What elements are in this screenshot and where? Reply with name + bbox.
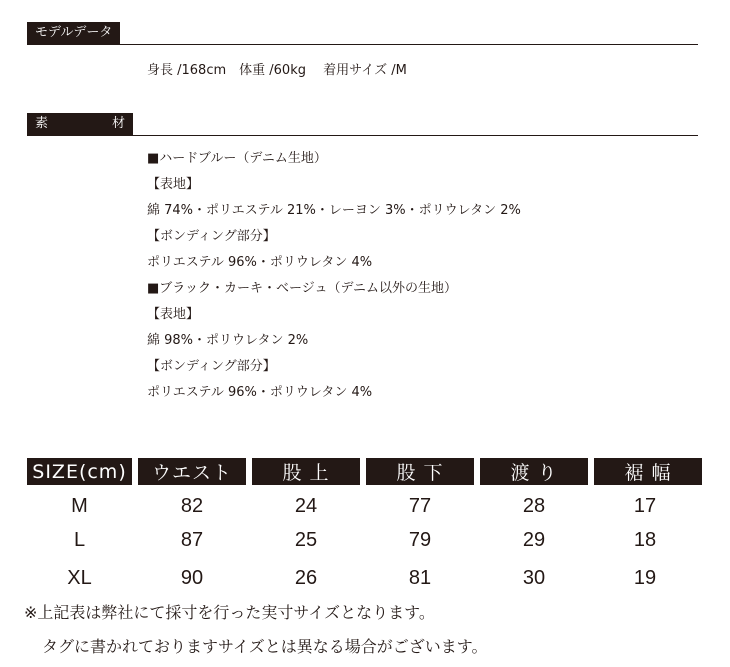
table-cell: 24 [294, 494, 318, 517]
table-cell: XL [67, 566, 92, 589]
material-line: 【表地】 [147, 177, 200, 192]
table-cell: 90 [180, 566, 204, 589]
material-divider [27, 135, 698, 136]
model-data-info: 身長 /168cm 体重 /60kg 着用サイズ /M [147, 63, 407, 78]
model-data-divider [27, 44, 698, 45]
material-line: ポリエステル 96%・ポリウレタン 4% [147, 255, 373, 270]
table-cell: 28 [522, 494, 546, 517]
size-header-size: SIZE(cm) [27, 458, 138, 485]
size-header-thigh: 渡 り [480, 458, 594, 485]
material-heading-char-1: 素 [35, 116, 49, 131]
size-header-rise: 股 上 [252, 458, 366, 485]
table-cell: 17 [633, 494, 657, 517]
table-cell: 87 [180, 528, 204, 551]
table-cell: 25 [294, 528, 318, 551]
table-cell: 18 [633, 528, 657, 551]
size-table [27, 458, 702, 597]
table-cell: M [71, 494, 88, 517]
material-line: ■ブラック・カーキ・ベージュ（デニム以外の生地） [147, 281, 457, 296]
table-cell: 26 [294, 566, 318, 589]
table-row [27, 485, 702, 521]
material-line: 【ボンディング部分】 [147, 359, 276, 374]
material-line: 綿 74%・ポリエステル 21%・レーヨン 3%・ポリウレタン 2% [147, 203, 521, 218]
size-table-header-row [27, 458, 702, 485]
model-data-heading-label: モデルデータ [35, 25, 113, 40]
material-line: ポリエステル 96%・ポリウレタン 4% [147, 385, 373, 400]
size-header-inseam: 股 下 [366, 458, 480, 485]
material-heading [27, 113, 133, 135]
material-line: 【ボンディング部分】 [147, 229, 276, 244]
table-cell: 30 [522, 566, 546, 589]
material-line: ■ハードブルー（デニム生地） [147, 151, 327, 166]
table-row [27, 559, 702, 597]
size-note-1: ※上記表は弊社にて採寸を行った実寸サイズとなります。 [24, 603, 435, 622]
material-heading-char-2: 材 [111, 116, 125, 131]
table-cell: 29 [522, 528, 546, 551]
model-data-heading [27, 22, 120, 44]
material-line: 【表地】 [147, 307, 200, 322]
size-note-2: タグに書かれておりますサイズとは異なる場合がございます。 [42, 637, 488, 656]
size-header-waist: ウエスト [138, 458, 252, 485]
table-cell: 79 [408, 528, 432, 551]
table-cell: 77 [408, 494, 432, 517]
table-row [27, 521, 702, 559]
table-cell: 81 [408, 566, 432, 589]
material-list [147, 150, 521, 410]
size-header-hem: 裾 幅 [594, 458, 702, 485]
table-cell: L [73, 528, 86, 551]
table-cell: 82 [180, 494, 204, 517]
material-line: 綿 98%・ポリウレタン 2% [147, 333, 309, 348]
table-cell: 19 [633, 566, 657, 589]
